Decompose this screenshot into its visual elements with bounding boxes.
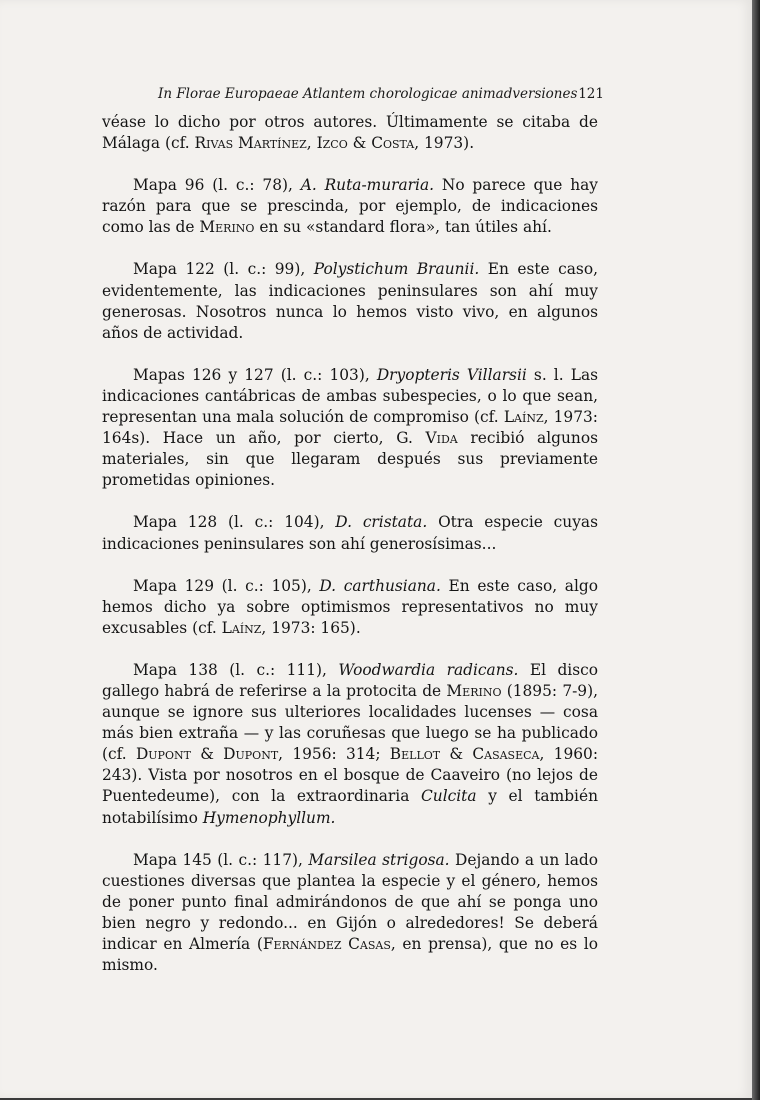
text-run: Dejando a un lado cuestiones diversas que plantea la especie y el género, hemos de poner punto final admirándonos de que ahí se ponga uno bien negro y redondo... en Gijón o alrededores! Se deberá indicar en Almería ( [102, 850, 598, 953]
text-run: En este caso, evidentemente, las indicaciones peninsulares son ahí muy generosas. Nosotros nunca lo hemos visto vivo, en algunos años de actividad. [102, 260, 598, 342]
italic-taxon-name: A. Ruta-muraria. [300, 176, 435, 195]
author-name: Merino [446, 681, 502, 700]
italic-taxon-name: Woodwardia radicans. [338, 660, 519, 679]
author-name: Fernández Casas [262, 935, 391, 953]
text-run: En este caso, algo hemos dicho ya sobre optimismos representativos no muy excusables (cf. [102, 576, 598, 637]
paragraph [102, 259, 598, 343]
author-name: Laínz [503, 408, 544, 427]
italic-taxon-name: Marsilea strigosa. [308, 850, 450, 869]
author-name: Dupont & Dupont [135, 745, 279, 764]
italic-taxon-name: D. carthusiana. [319, 576, 441, 595]
page-number: 121 [578, 86, 604, 102]
text-run: , 1973: 165). [261, 618, 361, 637]
text-run: en su «standard flora», tan útiles ahí. [254, 218, 552, 237]
text-run: y el también notabilísimo [102, 787, 598, 827]
text-run: s. l. Las indicaciones cantábricas de ambas subespecies, o lo que sean, representan una mala solución de compromiso (cf. [102, 365, 599, 427]
text-run: El disco gallego habrá de referirse a la protocita de [102, 660, 599, 700]
page-edge-shadow [752, 0, 760, 1100]
text-run: , 1956: 314; [278, 745, 390, 764]
text-run: , 1973: 164s). Hace un año, por cierto, G. [102, 408, 598, 448]
text-run: , 1960: 243). Vista por nosotros en el bosque de Caaveiro (no lejos de Puentedeume), con la extraordinaria [102, 745, 599, 806]
author-name: Bellot & Casaseca [389, 745, 540, 764]
paragraph [102, 576, 598, 639]
paragraph [102, 660, 598, 829]
paragraph [102, 512, 598, 554]
text-run: Mapa 129 (l. c.: 105), [133, 576, 320, 595]
running-header [158, 86, 604, 102]
text-run: Mapa 145 (l. c.: 117), [133, 850, 309, 869]
running-title: In Florae Europaeae Atlantem chorologicae animadversiones [158, 86, 578, 102]
author-name: Merino [199, 218, 255, 237]
italic-taxon-name: Culcita [421, 787, 477, 806]
text-run: , en prensa), que no es lo mismo. [102, 935, 598, 975]
text-run: Mapa 138 (l. c.: 111), [133, 660, 339, 679]
paragraph [102, 112, 598, 154]
text-run: No parece que hay razón para que se prescinda, por ejemplo, de indicaciones como las de [102, 176, 598, 237]
italic-taxon-name: Hymenophyllum. [202, 808, 336, 827]
text-run: Mapa 128 (l. c.: 104), [133, 513, 336, 532]
text-run: Mapas 126 y 127 (l. c.: 103), [133, 365, 377, 384]
author-name: Laínz [221, 618, 262, 637]
italic-taxon-name: D. cristata. [335, 513, 428, 532]
text-run: (1895: 7-9), aunque se ignore sus ulteriores localidades lucenses — cosa más bien extraña — y las coruñesas que luego se ha publicado (cf. [102, 681, 598, 764]
text-run: Mapa 122 (l. c.: 99), [133, 260, 314, 279]
text-run: , 1973). [414, 134, 475, 153]
text-run: Otra especie cuyas indicaciones peninsulares son ahí generosísimas... [102, 513, 598, 553]
text-run: Mapa 96 (l. c.: 78), [133, 176, 301, 195]
text-run: recibió algunos materiales, sin que llegaram después sus previamente prometidas opiniones. [102, 429, 598, 490]
author-name: Rivas Martínez, Izco & Costa [194, 134, 415, 153]
text-run: véase lo dicho por otros autores. Últimamente se citaba de Málaga (cf. [102, 113, 598, 153]
paragraph [102, 365, 598, 492]
body-text [102, 112, 598, 976]
author-name: Vida [425, 429, 458, 448]
paragraph [102, 175, 598, 238]
paragraph [102, 850, 598, 977]
italic-taxon-name: Dryopteris Villarsii [376, 365, 527, 384]
italic-taxon-name: Polystichum Braunii. [313, 260, 480, 279]
